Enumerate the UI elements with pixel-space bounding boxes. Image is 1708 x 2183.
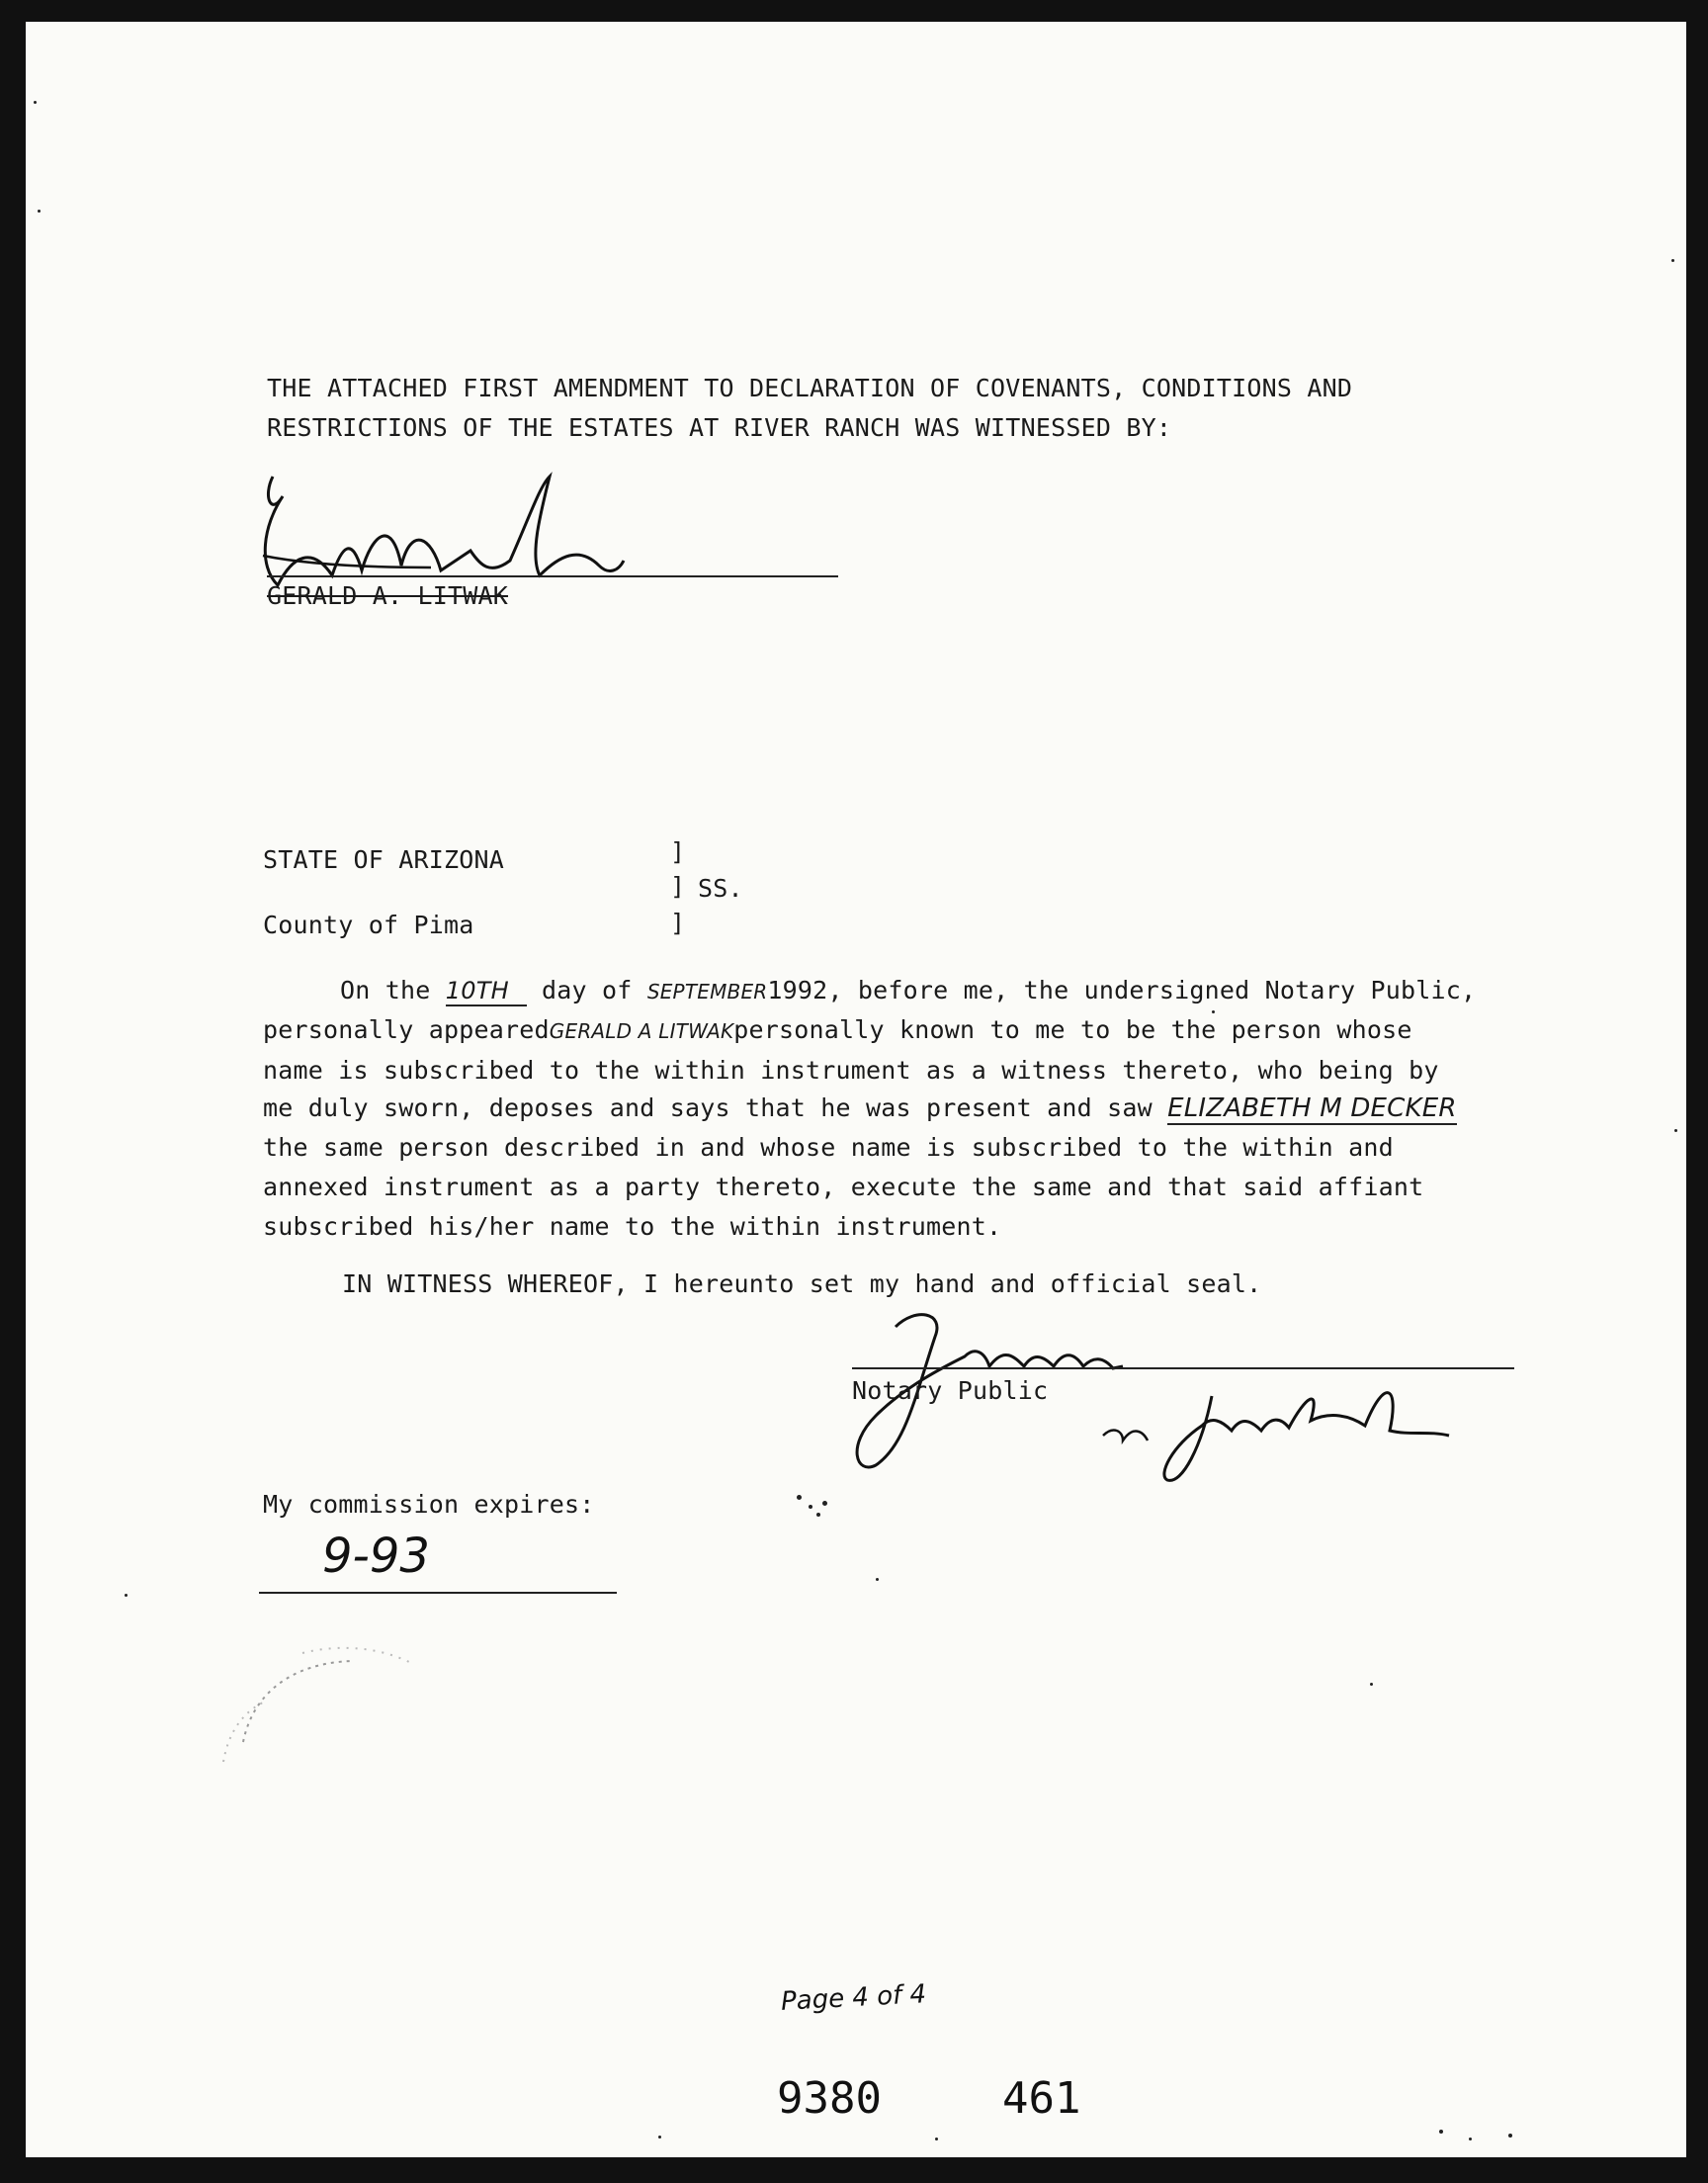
venue-county: County of Pima [263,911,474,939]
scan-speck [38,210,41,213]
venue-bracket-top: ] [670,837,686,866]
header-line-1: THE ATTACHED FIRST AMENDMENT TO DECLARATION OF COVENANTS, CONDITIONS AND [267,374,1353,402]
scan-speck [1469,2138,1472,2140]
body-p2-b: personally known to me to be the person whose [733,1015,1412,1044]
scan-speck [658,2136,661,2139]
scan-speck [1671,259,1674,262]
scan-speck [1439,2130,1443,2134]
notary-signature-line [852,1367,1514,1369]
commission-date-line [259,1592,617,1594]
notary-public-label: Notary Public [852,1376,1049,1405]
scan-speck [935,2138,938,2140]
scan-speck [797,1495,802,1500]
notary-seal-impression [184,1614,441,1811]
scan-speck [1212,1010,1215,1013]
venue-ss: SS. [698,874,743,903]
page-note-handwritten: Page 4 of 4 [780,1979,927,2017]
body-p7: subscribed his/her name to the within instrument. [263,1212,1002,1241]
scan-speck [34,101,37,104]
scan-speck [809,1505,812,1509]
body-p3: name is subscribed to the within instrument as a witness thereto, who being by [263,1056,1439,1085]
recording-page-number: 461 [1002,2073,1081,2124]
body-p6: annexed instrument as a party thereto, execute the same and that said affiant [263,1173,1424,1201]
recording-book-number: 9380 [777,2073,882,2124]
body-p4-a: me duly sworn, deposes and says that he was present and saw [263,1093,1153,1122]
venue-bracket-bottom: ] [670,909,686,937]
scan-speck [125,1594,128,1597]
witness-printed-name: GERALD A. LITWAK [267,581,509,610]
venue-bracket-middle: ] [670,872,686,901]
commission-date-handwritten: 9-93 [322,1528,430,1584]
header-line-2: RESTRICTIONS OF THE ESTATES AT RIVER RANCH WAS WITNESSED BY: [267,413,1172,442]
body-p1-b: day of [542,976,633,1004]
acknowledgment-paragraph [26,22,1686,1307]
scan-speck [822,1501,827,1506]
scan-speck [816,1513,820,1517]
venue-state: STATE OF ARIZONA [263,845,505,874]
body-p2-a: personally appeared [263,1015,550,1044]
scan-speck [876,1578,879,1581]
commission-label: My commission expires: [263,1490,595,1519]
month-handwritten: SEPTEMBER [646,980,768,1004]
day-handwritten: 10TH [446,977,527,1006]
body-p1-a: On the [340,976,431,1004]
witness-clause: IN WITNESS WHEREOF, I hereunto set my hand and official seal. [342,1269,1262,1298]
body-p5: the same person described in and whose name is subscribed to the within and [263,1133,1394,1162]
appeared-handwritten: GERALD A LITWAK [549,1019,734,1043]
scan-speck [1508,2134,1512,2138]
saw-handwritten: ELIZABETH M DECKER [1167,1093,1457,1123]
body-p1-c: 1992, before me, the undersigned Notary Public, [767,976,1477,1004]
document-page [26,22,1686,2157]
scan-speck [1674,1129,1677,1132]
scan-speck [1370,1683,1373,1686]
